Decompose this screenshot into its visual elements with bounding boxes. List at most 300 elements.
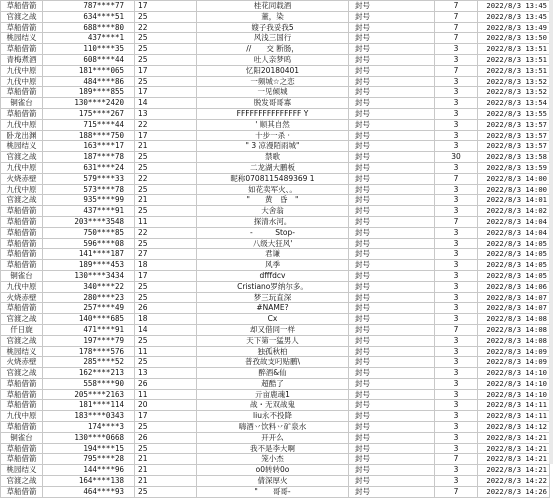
name-cell[interactable]: " 哥哥- — [197, 486, 349, 497]
type-cell[interactable]: 封号 — [349, 324, 435, 335]
account-cell[interactable]: 174****3 — [43, 422, 135, 433]
name-cell[interactable]: Cristiano罗纳尔多。 — [197, 281, 349, 292]
server-cell[interactable]: 官渡之战 — [1, 314, 43, 325]
account-cell[interactable]: 579****33 — [43, 173, 135, 184]
time-cell[interactable]: 2022/8/3 14:04 — [478, 227, 550, 238]
level-cell[interactable]: 18 — [135, 260, 197, 271]
server-cell[interactable]: 仟日旋 — [1, 324, 43, 335]
level-cell[interactable]: 25 — [135, 76, 197, 87]
type-cell[interactable]: 封号 — [349, 141, 435, 152]
account-cell[interactable]: 750****85 — [43, 227, 135, 238]
time-cell[interactable]: 2022/8/3 14:10 — [478, 378, 550, 389]
level-cell[interactable]: 25 — [135, 422, 197, 433]
server-cell[interactable]: 草船借箭 — [1, 260, 43, 271]
time-cell[interactable]: 2022/8/3 14:22 — [478, 476, 550, 487]
account-cell[interactable]: 144****96 — [43, 465, 135, 476]
time-cell[interactable]: 2022/8/3 14:21 — [478, 432, 550, 443]
server-cell[interactable]: 卧龙出渊 — [1, 130, 43, 141]
level-cell[interactable]: 17 — [135, 87, 197, 98]
time-cell[interactable]: 2022/8/3 13:59 — [478, 162, 550, 173]
days-cell[interactable]: 7 — [435, 486, 478, 497]
level-cell[interactable]: 25 — [135, 206, 197, 217]
name-cell[interactable]: 风浅三国行 — [197, 33, 349, 44]
level-cell[interactable]: 25 — [135, 238, 197, 249]
level-cell[interactable]: 26 — [135, 432, 197, 443]
type-cell[interactable]: 封号 — [349, 87, 435, 98]
type-cell[interactable]: 封号 — [349, 292, 435, 303]
type-cell[interactable]: 封号 — [349, 454, 435, 465]
days-cell[interactable]: 7 — [435, 324, 478, 335]
days-cell[interactable]: 7 — [435, 454, 478, 465]
server-cell[interactable]: 九伐中原 — [1, 411, 43, 422]
name-cell[interactable]: 大舍翁 — [197, 206, 349, 217]
level-cell[interactable]: 13 — [135, 368, 197, 379]
server-cell[interactable]: 草船借箭 — [1, 454, 43, 465]
name-cell[interactable]: 君谦 — [197, 249, 349, 260]
level-cell[interactable]: 25 — [135, 184, 197, 195]
days-cell[interactable]: 3 — [435, 44, 478, 55]
type-cell[interactable]: 封号 — [349, 238, 435, 249]
server-cell[interactable]: 草船借箭 — [1, 206, 43, 217]
type-cell[interactable]: 封号 — [349, 162, 435, 173]
name-cell[interactable]: 我不是李大啊 — [197, 443, 349, 454]
account-cell[interactable]: 163****17 — [43, 141, 135, 152]
days-cell[interactable]: 7 — [435, 65, 478, 76]
days-cell[interactable]: 3 — [435, 400, 478, 411]
time-cell[interactable]: 2022/8/3 14:02 — [478, 206, 550, 217]
server-cell[interactable]: 火烧赤壁 — [1, 292, 43, 303]
time-cell[interactable]: 2022/8/3 14:10 — [478, 389, 550, 400]
days-cell[interactable]: 7 — [435, 11, 478, 22]
server-cell[interactable]: 草船借箭 — [1, 486, 43, 497]
type-cell[interactable]: 封号 — [349, 368, 435, 379]
time-cell[interactable]: 2022/8/3 14:26 — [478, 486, 550, 497]
time-cell[interactable]: 2022/8/3 13:51 — [478, 44, 550, 55]
level-cell[interactable]: 25 — [135, 54, 197, 65]
days-cell[interactable]: 3 — [435, 76, 478, 87]
type-cell[interactable]: 封号 — [349, 249, 435, 260]
time-cell[interactable]: 2022/8/3 14:05 — [478, 260, 550, 271]
account-cell[interactable]: 175****267 — [43, 108, 135, 119]
type-cell[interactable]: 封号 — [349, 119, 435, 130]
days-cell[interactable]: 3 — [435, 281, 478, 292]
name-cell[interactable]: 忆阳20180401 — [197, 65, 349, 76]
account-cell[interactable]: 197****79 — [43, 335, 135, 346]
name-cell[interactable]: 董，染 — [197, 11, 349, 22]
level-cell[interactable]: 17 — [135, 411, 197, 422]
server-cell[interactable]: 火烧赤壁 — [1, 173, 43, 184]
level-cell[interactable]: 11 — [135, 216, 197, 227]
account-cell[interactable]: 188****750 — [43, 130, 135, 141]
name-cell[interactable]: Cx — [197, 314, 349, 325]
level-cell[interactable]: 14 — [135, 324, 197, 335]
name-cell[interactable]: 风季 — [197, 260, 349, 271]
days-cell[interactable]: 3 — [435, 378, 478, 389]
level-cell[interactable]: 11 — [135, 346, 197, 357]
account-cell[interactable]: 141****187 — [43, 249, 135, 260]
type-cell[interactable]: 封号 — [349, 152, 435, 163]
days-cell[interactable]: 7 — [435, 216, 478, 227]
account-cell[interactable]: 187****78 — [43, 152, 135, 163]
account-cell[interactable]: 280****23 — [43, 292, 135, 303]
level-cell[interactable]: 21 — [135, 476, 197, 487]
type-cell[interactable]: 封号 — [349, 335, 435, 346]
type-cell[interactable]: 封号 — [349, 1, 435, 12]
type-cell[interactable]: 封号 — [349, 378, 435, 389]
name-cell[interactable]: 天下第一猛男人 — [197, 335, 349, 346]
level-cell[interactable]: 25 — [135, 443, 197, 454]
days-cell[interactable]: 3 — [435, 314, 478, 325]
level-cell[interactable]: 21 — [135, 141, 197, 152]
account-cell[interactable]: 596****08 — [43, 238, 135, 249]
name-cell[interactable]: 超酷了 — [197, 378, 349, 389]
server-cell[interactable]: 草船借箭 — [1, 303, 43, 314]
account-cell[interactable]: 795****28 — [43, 454, 135, 465]
name-cell[interactable]: 笼小杰 — [197, 454, 349, 465]
server-cell[interactable]: 官渡之战 — [1, 476, 43, 487]
server-cell[interactable]: 草船借箭 — [1, 1, 43, 12]
name-cell[interactable]: #NAME? — [197, 303, 349, 314]
server-cell[interactable]: 桃园结义 — [1, 33, 43, 44]
name-cell[interactable]: 战・无双战鬼 — [197, 400, 349, 411]
account-cell[interactable]: 189****855 — [43, 87, 135, 98]
days-cell[interactable]: 3 — [435, 389, 478, 400]
days-cell[interactable]: 3 — [435, 303, 478, 314]
level-cell[interactable]: 25 — [135, 11, 197, 22]
level-cell[interactable]: 22 — [135, 22, 197, 33]
level-cell[interactable]: 27 — [135, 249, 197, 260]
server-cell[interactable]: 青梅煮酒 — [1, 54, 43, 65]
days-cell[interactable]: 3 — [435, 238, 478, 249]
days-cell[interactable]: 3 — [435, 465, 478, 476]
server-cell[interactable]: 九伐中原 — [1, 184, 43, 195]
name-cell[interactable]: 禁歌 — [197, 152, 349, 163]
account-cell[interactable]: 340****22 — [43, 281, 135, 292]
days-cell[interactable]: 3 — [435, 411, 478, 422]
server-cell[interactable]: 官渡之战 — [1, 368, 43, 379]
server-cell[interactable]: 铜雀台 — [1, 432, 43, 443]
account-cell[interactable]: 484****86 — [43, 76, 135, 87]
type-cell[interactable]: 封号 — [349, 54, 435, 65]
days-cell[interactable]: 3 — [435, 270, 478, 281]
name-cell[interactable]: FFFFFFFFFFFFFFF Y — [197, 108, 349, 119]
name-cell[interactable]: 嗨酒丷饮料丷矿泉水 — [197, 422, 349, 433]
name-cell[interactable]: ' 顺其自然 — [197, 119, 349, 130]
name-cell[interactable]: 八级大狂风' — [197, 238, 349, 249]
type-cell[interactable]: 封号 — [349, 216, 435, 227]
days-cell[interactable]: 3 — [435, 54, 478, 65]
level-cell[interactable]: 26 — [135, 378, 197, 389]
account-cell[interactable]: 178****576 — [43, 346, 135, 357]
account-cell[interactable]: 162****213 — [43, 368, 135, 379]
type-cell[interactable]: 封号 — [349, 195, 435, 206]
level-cell[interactable]: 25 — [135, 292, 197, 303]
account-cell[interactable]: 464****93 — [43, 486, 135, 497]
time-cell[interactable]: 2022/8/3 13:45 — [478, 11, 550, 22]
level-cell[interactable]: 25 — [135, 152, 197, 163]
name-cell[interactable]: 一见倾城 — [197, 87, 349, 98]
time-cell[interactable]: 2022/8/3 14:11 — [478, 411, 550, 422]
server-cell[interactable]: 草船借箭 — [1, 87, 43, 98]
account-cell[interactable]: 285****52 — [43, 357, 135, 368]
days-cell[interactable]: 3 — [435, 184, 478, 195]
level-cell[interactable]: 25 — [135, 33, 197, 44]
account-cell[interactable]: 181****065 — [43, 65, 135, 76]
name-cell[interactable]: 却又借同一样 — [197, 324, 349, 335]
level-cell[interactable]: 17 — [135, 65, 197, 76]
server-cell[interactable]: 草船借箭 — [1, 44, 43, 55]
time-cell[interactable]: 2022/8/3 13:51 — [478, 65, 550, 76]
name-cell[interactable]: 亓亩鹿魂1 — [197, 389, 349, 400]
account-cell[interactable]: 140****685 — [43, 314, 135, 325]
name-cell[interactable]: liu永不投降 — [197, 411, 349, 422]
name-cell[interactable]: - Stop- — [197, 227, 349, 238]
days-cell[interactable]: 7 — [435, 1, 478, 12]
type-cell[interactable]: 封号 — [349, 33, 435, 44]
account-cell[interactable]: 573****78 — [43, 184, 135, 195]
days-cell[interactable]: 3 — [435, 119, 478, 130]
type-cell[interactable]: 封号 — [349, 108, 435, 119]
name-cell[interactable]: 倩深厚火 — [197, 476, 349, 487]
days-cell[interactable]: 3 — [435, 162, 478, 173]
account-cell[interactable]: 189****453 — [43, 260, 135, 271]
days-cell[interactable]: 3 — [435, 130, 478, 141]
type-cell[interactable]: 封号 — [349, 76, 435, 87]
name-cell[interactable]: 探清水河。 — [197, 216, 349, 227]
days-cell[interactable]: 7 — [435, 173, 478, 184]
level-cell[interactable]: 25 — [135, 335, 197, 346]
level-cell[interactable]: 25 — [135, 486, 197, 497]
type-cell[interactable]: 封号 — [349, 22, 435, 33]
name-cell[interactable]: 如花卖军火、。 — [197, 184, 349, 195]
type-cell[interactable]: 封号 — [349, 465, 435, 476]
name-cell[interactable]: " 黄 昏 " — [197, 195, 349, 206]
level-cell[interactable]: 17 — [135, 1, 197, 12]
days-cell[interactable]: 7 — [435, 22, 478, 33]
time-cell[interactable]: 2022/8/3 14:21 — [478, 443, 550, 454]
time-cell[interactable]: 2022/8/3 14:08 — [478, 314, 550, 325]
level-cell[interactable]: 17 — [135, 270, 197, 281]
days-cell[interactable]: 3 — [435, 260, 478, 271]
time-cell[interactable]: 2022/8/3 14:09 — [478, 357, 550, 368]
time-cell[interactable]: 2022/8/3 14:21 — [478, 454, 550, 465]
time-cell[interactable]: 2022/8/3 14:05 — [478, 238, 550, 249]
name-cell[interactable]: // 交 断肠， — [197, 44, 349, 55]
time-cell[interactable]: 2022/8/3 14:07 — [478, 292, 550, 303]
account-cell[interactable]: 471****91 — [43, 324, 135, 335]
name-cell[interactable]: 梦三玩直深 — [197, 292, 349, 303]
days-cell[interactable]: 3 — [435, 346, 478, 357]
time-cell[interactable]: 2022/8/3 13:52 — [478, 87, 550, 98]
level-cell[interactable]: 22 — [135, 119, 197, 130]
days-cell[interactable]: 3 — [435, 432, 478, 443]
server-cell[interactable]: 铜雀台 — [1, 270, 43, 281]
type-cell[interactable]: 封号 — [349, 314, 435, 325]
account-cell[interactable]: 205****2163 — [43, 389, 135, 400]
days-cell[interactable]: 30 — [435, 152, 478, 163]
account-cell[interactable]: 130****2420 — [43, 98, 135, 109]
level-cell[interactable]: 21 — [135, 454, 197, 465]
level-cell[interactable]: 25 — [135, 281, 197, 292]
account-cell[interactable]: 130****3434 — [43, 270, 135, 281]
type-cell[interactable]: 封号 — [349, 260, 435, 271]
server-cell[interactable]: 官渡之战 — [1, 152, 43, 163]
type-cell[interactable]: 封号 — [349, 130, 435, 141]
server-cell[interactable]: 桃园结义 — [1, 141, 43, 152]
type-cell[interactable]: 封号 — [349, 422, 435, 433]
days-cell[interactable]: 3 — [435, 206, 478, 217]
days-cell[interactable]: 3 — [435, 476, 478, 487]
days-cell[interactable]: 3 — [435, 335, 478, 346]
level-cell[interactable]: 17 — [135, 130, 197, 141]
type-cell[interactable]: 封号 — [349, 486, 435, 497]
days-cell[interactable]: 3 — [435, 108, 478, 119]
type-cell[interactable]: 封号 — [349, 44, 435, 55]
level-cell[interactable]: 14 — [135, 98, 197, 109]
name-cell[interactable]: 醉酒&仙 — [197, 368, 349, 379]
name-cell[interactable]: 十步一杀 · — [197, 130, 349, 141]
time-cell[interactable]: 2022/8/3 13:51 — [478, 54, 550, 65]
level-cell[interactable]: 22 — [135, 227, 197, 238]
time-cell[interactable]: 2022/8/3 13:57 — [478, 130, 550, 141]
account-cell[interactable]: 181****114 — [43, 400, 135, 411]
name-cell[interactable]: 嫂子我妥我5 — [197, 22, 349, 33]
type-cell[interactable]: 封号 — [349, 65, 435, 76]
type-cell[interactable]: 封号 — [349, 11, 435, 22]
level-cell[interactable]: 21 — [135, 465, 197, 476]
account-cell[interactable]: 935****99 — [43, 195, 135, 206]
name-cell[interactable]: 一频城☆之恋 — [197, 76, 349, 87]
type-cell[interactable]: 封号 — [349, 184, 435, 195]
type-cell[interactable]: 封号 — [349, 443, 435, 454]
time-cell[interactable]: 2022/8/3 14:01 — [478, 195, 550, 206]
days-cell[interactable]: 3 — [435, 249, 478, 260]
level-cell[interactable]: 26 — [135, 303, 197, 314]
server-cell[interactable]: 桃园结义 — [1, 346, 43, 357]
name-cell[interactable]: 普孜故支叼贴鹏\ — [197, 357, 349, 368]
days-cell[interactable]: 3 — [435, 87, 478, 98]
account-cell[interactable]: 631****24 — [43, 162, 135, 173]
account-cell[interactable]: 194****15 — [43, 443, 135, 454]
account-cell[interactable]: 558****90 — [43, 378, 135, 389]
server-cell[interactable]: 九伐中原 — [1, 281, 43, 292]
account-cell[interactable]: 715****44 — [43, 119, 135, 130]
account-cell[interactable]: 164****138 — [43, 476, 135, 487]
days-cell[interactable]: 3 — [435, 141, 478, 152]
time-cell[interactable]: 2022/8/3 14:07 — [478, 303, 550, 314]
time-cell[interactable]: 2022/8/3 14:10 — [478, 368, 550, 379]
time-cell[interactable]: 2022/8/3 13:55 — [478, 108, 550, 119]
days-cell[interactable]: 3 — [435, 98, 478, 109]
name-cell[interactable]: 二龙湖大鹏板 — [197, 162, 349, 173]
server-cell[interactable]: 草船借箭 — [1, 400, 43, 411]
days-cell[interactable]: 3 — [435, 357, 478, 368]
days-cell[interactable]: 3 — [435, 368, 478, 379]
account-cell[interactable]: 130****0668 — [43, 432, 135, 443]
level-cell[interactable]: 11 — [135, 389, 197, 400]
time-cell[interactable]: 2022/8/3 14:00 — [478, 173, 550, 184]
level-cell[interactable]: 13 — [135, 108, 197, 119]
account-cell[interactable]: 437****1 — [43, 33, 135, 44]
server-cell[interactable]: 草船借箭 — [1, 249, 43, 260]
type-cell[interactable]: 封号 — [349, 206, 435, 217]
name-cell[interactable]: 开开么 — [197, 432, 349, 443]
type-cell[interactable]: 封号 — [349, 173, 435, 184]
type-cell[interactable]: 封号 — [349, 476, 435, 487]
name-cell[interactable]: 桂花同载酒 — [197, 1, 349, 12]
name-cell[interactable]: 脱发哥哥寡 — [197, 98, 349, 109]
server-cell[interactable]: 火烧赤壁 — [1, 357, 43, 368]
days-cell[interactable]: 3 — [435, 227, 478, 238]
type-cell[interactable]: 封号 — [349, 432, 435, 443]
type-cell[interactable]: 封号 — [349, 98, 435, 109]
server-cell[interactable]: 官渡之战 — [1, 11, 43, 22]
account-cell[interactable]: 257****49 — [43, 303, 135, 314]
server-cell[interactable]: 草船借箭 — [1, 22, 43, 33]
type-cell[interactable]: 封号 — [349, 270, 435, 281]
account-cell[interactable]: 437****91 — [43, 206, 135, 217]
level-cell[interactable]: 25 — [135, 44, 197, 55]
level-cell[interactable]: 25 — [135, 162, 197, 173]
time-cell[interactable]: 2022/8/3 14:09 — [478, 346, 550, 357]
type-cell[interactable]: 封号 — [349, 357, 435, 368]
time-cell[interactable]: 2022/8/3 14:00 — [478, 184, 550, 195]
days-cell[interactable]: 3 — [435, 443, 478, 454]
level-cell[interactable]: 22 — [135, 173, 197, 184]
server-cell[interactable]: 草船借箭 — [1, 227, 43, 238]
level-cell[interactable]: 21 — [135, 195, 197, 206]
server-cell[interactable]: 草船借箭 — [1, 238, 43, 249]
account-cell[interactable]: 203****3548 — [43, 216, 135, 227]
level-cell[interactable]: 20 — [135, 400, 197, 411]
level-cell[interactable]: 18 — [135, 314, 197, 325]
server-cell[interactable]: 草船借箭 — [1, 378, 43, 389]
time-cell[interactable]: 2022/8/3 14:21 — [478, 465, 550, 476]
type-cell[interactable]: 封号 — [349, 346, 435, 357]
time-cell[interactable]: 2022/8/3 13:49 — [478, 22, 550, 33]
time-cell[interactable]: 2022/8/3 14:04 — [478, 216, 550, 227]
server-cell[interactable]: 桃园结义 — [1, 465, 43, 476]
time-cell[interactable]: 2022/8/3 13:57 — [478, 141, 550, 152]
time-cell[interactable]: 2022/8/3 14:08 — [478, 335, 550, 346]
server-cell[interactable]: 九伐中原 — [1, 119, 43, 130]
server-cell[interactable]: 草船借箭 — [1, 108, 43, 119]
time-cell[interactable]: 2022/8/3 14:06 — [478, 281, 550, 292]
server-cell[interactable]: 草船借箭 — [1, 216, 43, 227]
days-cell[interactable]: 3 — [435, 292, 478, 303]
type-cell[interactable]: 封号 — [349, 281, 435, 292]
time-cell[interactable]: 2022/8/3 13:57 — [478, 119, 550, 130]
time-cell[interactable]: 2022/8/3 14:05 — [478, 249, 550, 260]
account-cell[interactable]: 110****35 — [43, 44, 135, 55]
server-cell[interactable]: 官渡之战 — [1, 335, 43, 346]
server-cell[interactable]: 九伐中原 — [1, 162, 43, 173]
type-cell[interactable]: 封号 — [349, 411, 435, 422]
level-cell[interactable]: 25 — [135, 357, 197, 368]
time-cell[interactable]: 2022/8/3 14:08 — [478, 324, 550, 335]
type-cell[interactable]: 封号 — [349, 303, 435, 314]
server-cell[interactable]: 草船借箭 — [1, 443, 43, 454]
name-cell[interactable]: 吐人亲梦呜 — [197, 54, 349, 65]
server-cell[interactable]: 九伐中原 — [1, 65, 43, 76]
time-cell[interactable]: 2022/8/3 14:12 — [478, 422, 550, 433]
type-cell[interactable]: 封号 — [349, 389, 435, 400]
time-cell[interactable]: 2022/8/3 13:52 — [478, 76, 550, 87]
account-cell[interactable]: 634****51 — [43, 11, 135, 22]
name-cell[interactable]: o0转转0o — [197, 465, 349, 476]
time-cell[interactable]: 2022/8/3 13:50 — [478, 33, 550, 44]
server-cell[interactable]: 铜雀台 — [1, 98, 43, 109]
